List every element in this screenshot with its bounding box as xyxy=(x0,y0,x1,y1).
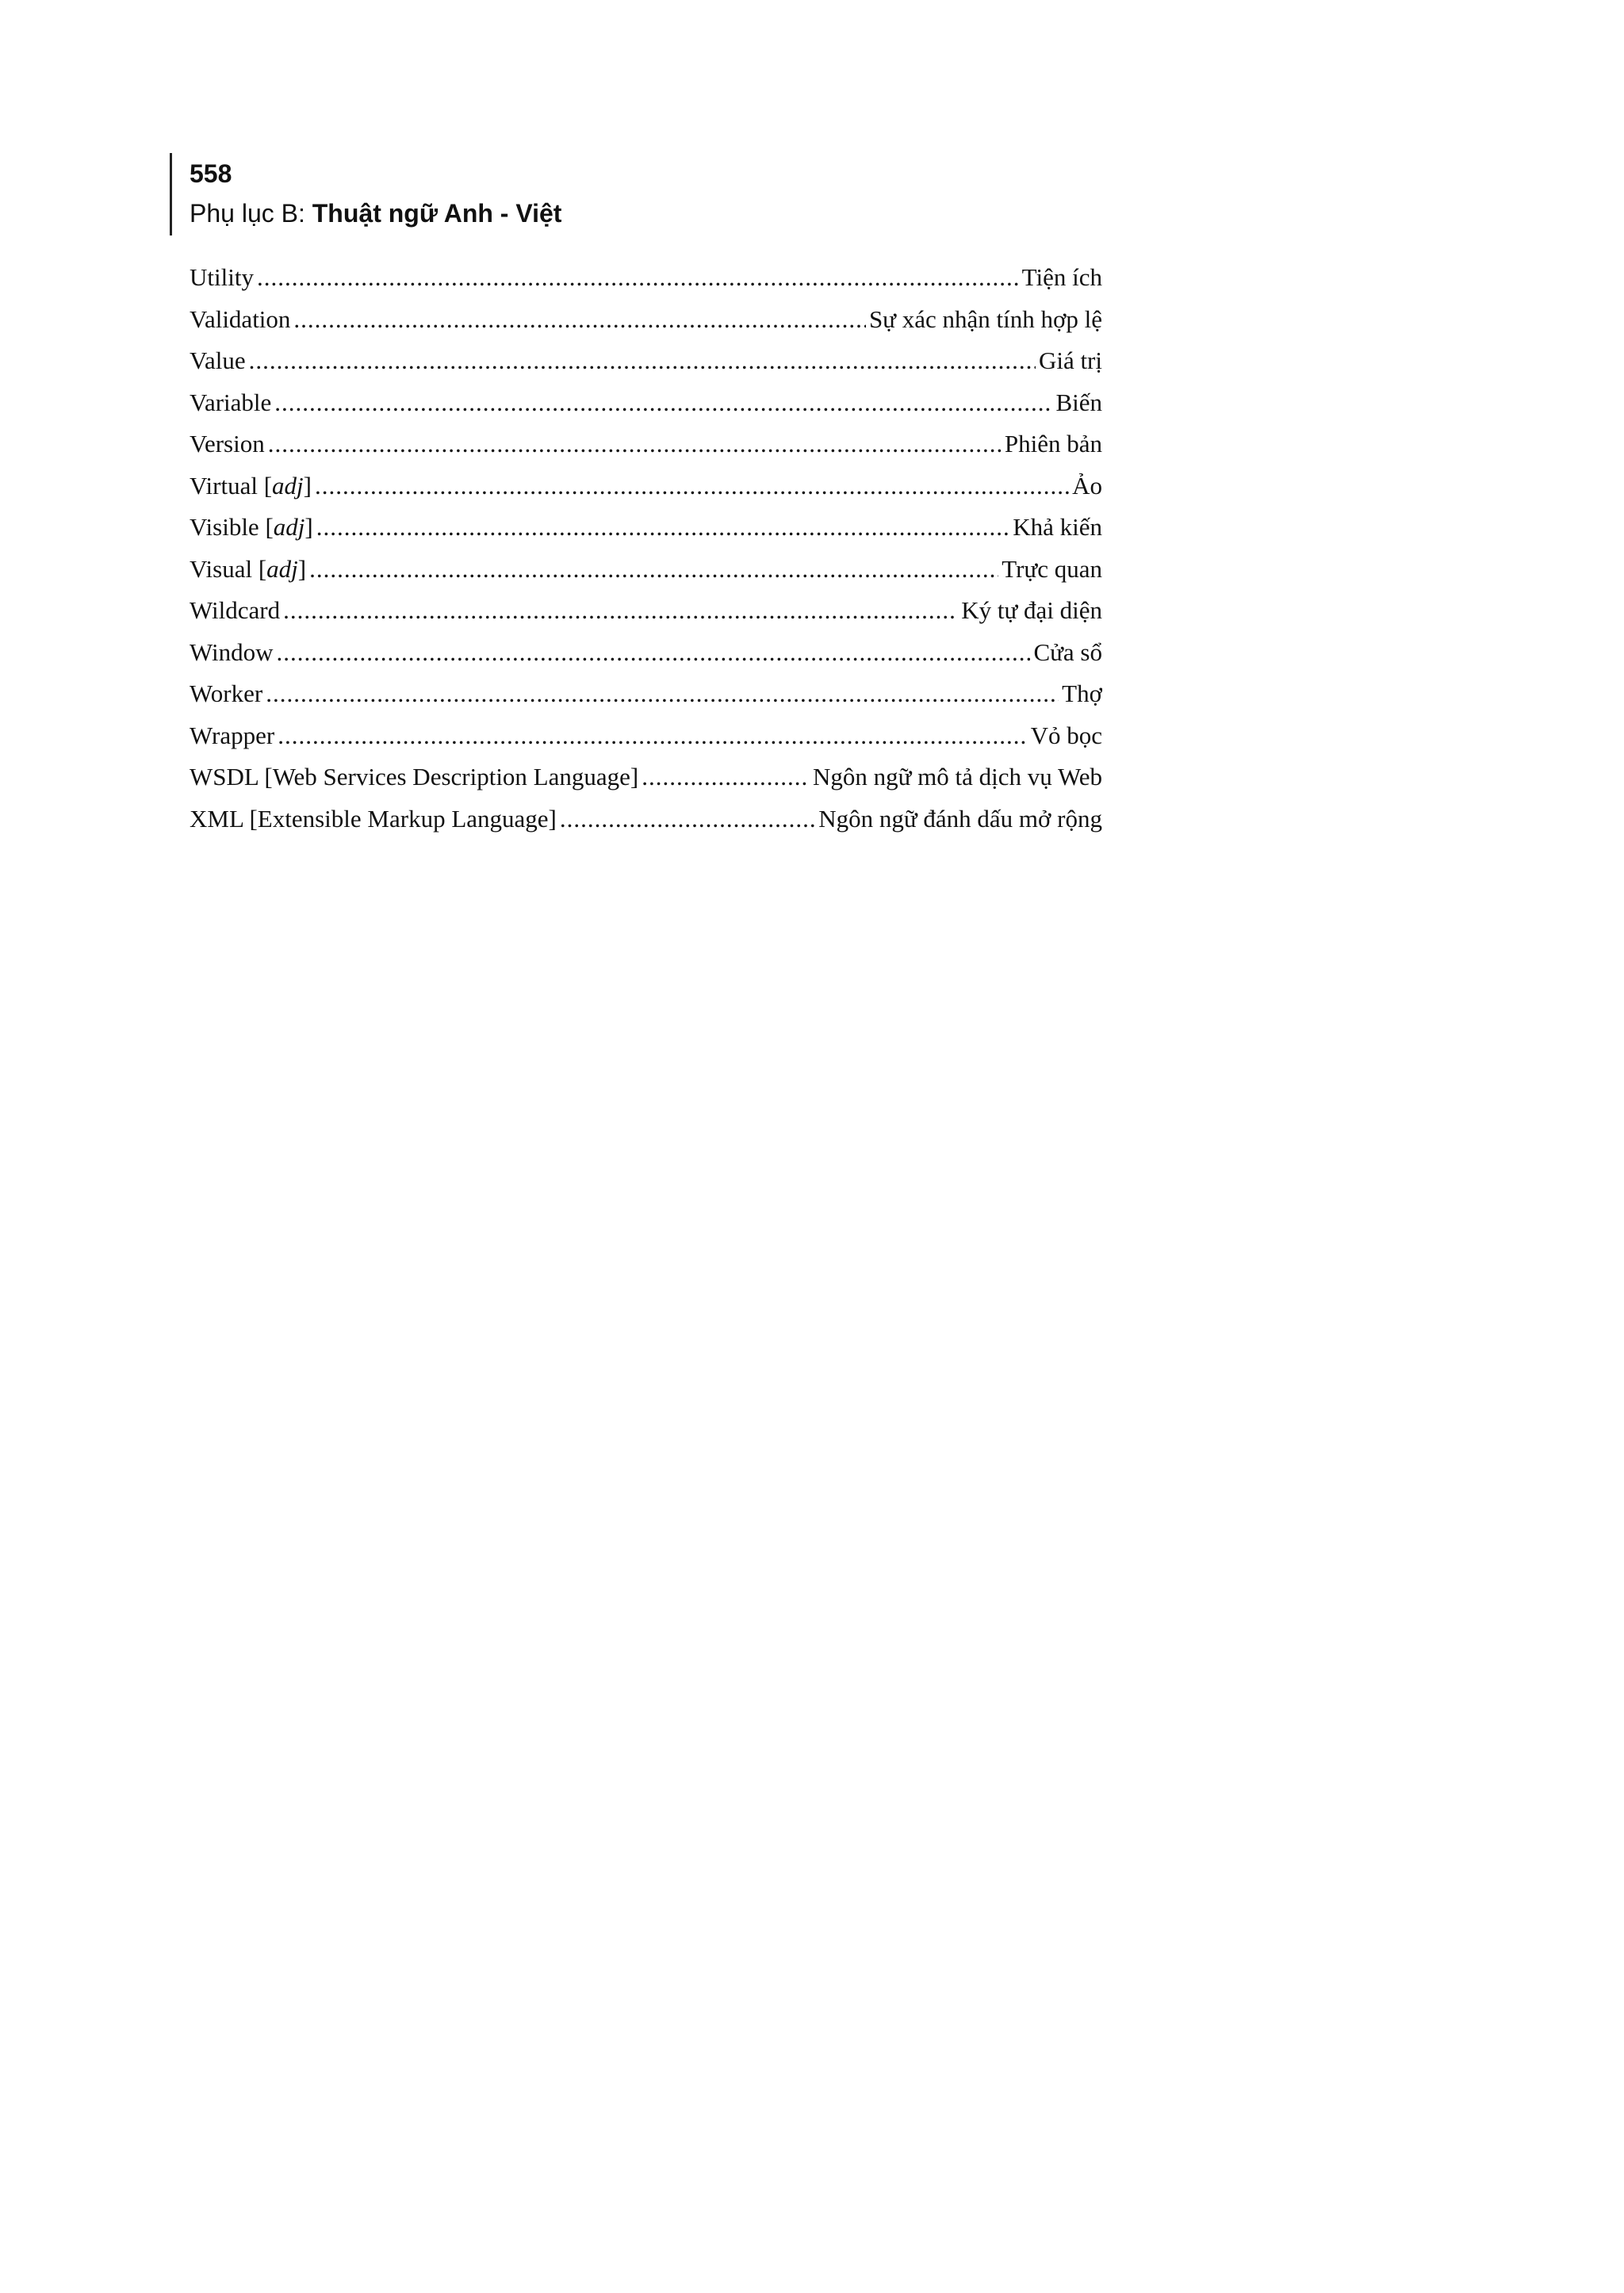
glossary-term-text: Utility xyxy=(190,263,254,291)
dot-leader xyxy=(293,299,866,341)
glossary-meaning: Giá trị xyxy=(1038,346,1102,374)
glossary-entry xyxy=(190,507,1102,549)
glossary-term xyxy=(190,673,262,715)
dot-leader xyxy=(278,715,1027,757)
dot-leader xyxy=(309,549,998,591)
glossary-term-qualifier: adj xyxy=(272,471,304,500)
glossary-term xyxy=(190,423,265,465)
glossary-entry xyxy=(190,465,1102,507)
glossary-term-text: Value xyxy=(190,346,246,374)
glossary-entry xyxy=(190,756,1102,798)
glossary-meaning: Ký tự đại diện xyxy=(961,596,1102,624)
glossary-term xyxy=(190,590,280,632)
glossary-term-qualifier: adj xyxy=(273,513,305,541)
glossary-term: Visible [adj] xyxy=(190,513,313,541)
glossary-term-text: Validation xyxy=(190,304,291,333)
glossary-entry xyxy=(190,423,1102,465)
glossary-meaning: Cửa sổ xyxy=(1033,637,1102,666)
glossary-entry xyxy=(190,632,1102,674)
dot-leader xyxy=(560,798,815,840)
glossary-term-text: Worker xyxy=(190,679,263,707)
glossary-entry xyxy=(190,549,1102,591)
dot-leader xyxy=(283,590,958,632)
dot-leader xyxy=(642,756,810,798)
glossary-meaning: Tiện ích xyxy=(1021,263,1102,291)
glossary-meaning: Trực quan xyxy=(1002,554,1102,583)
dot-leader xyxy=(316,507,1010,549)
glossary-term xyxy=(190,798,557,840)
dot-leader xyxy=(315,465,1069,507)
glossary-entry xyxy=(190,299,1102,341)
chapter-prefix: Phụ lục B: xyxy=(190,199,312,228)
chapter-name: Thuật ngữ Anh - Việt xyxy=(312,199,562,228)
glossary-term-text: Virtual xyxy=(190,471,258,500)
glossary-term-text: Wildcard xyxy=(190,596,281,624)
glossary-entry xyxy=(190,257,1102,299)
dot-leader xyxy=(277,632,1031,674)
glossary-entry xyxy=(190,590,1102,632)
glossary-term-text: Version xyxy=(190,430,265,457)
glossary-meaning: Vỏ bọc xyxy=(1030,721,1102,749)
glossary-term xyxy=(190,756,638,798)
glossary-term xyxy=(190,299,290,341)
glossary-list xyxy=(190,257,1102,840)
glossary-term-text: Window xyxy=(190,637,274,666)
glossary-term xyxy=(190,257,254,299)
glossary-term-text: Wrapper xyxy=(190,721,275,749)
glossary-term-text: Visual xyxy=(190,554,253,583)
glossary-meaning: Phiên bản xyxy=(1004,430,1102,457)
glossary-meaning: Ảo xyxy=(1072,471,1102,500)
glossary-entry xyxy=(190,340,1102,382)
glossary-term-text: Variable xyxy=(190,388,272,416)
glossary-term-qualifier: adj xyxy=(266,554,298,583)
page-number: 558 xyxy=(190,159,232,188)
glossary-meaning: Biến xyxy=(1055,388,1102,416)
dot-leader xyxy=(266,673,1059,715)
chapter-title xyxy=(190,197,561,229)
page-header xyxy=(170,153,561,235)
glossary-entry xyxy=(190,798,1102,840)
glossary-term: Virtual [adj] xyxy=(190,471,312,500)
glossary-meaning: Thợ xyxy=(1062,679,1102,707)
glossary-meaning: Ngôn ngữ đánh dấu mở rộng xyxy=(818,804,1102,833)
dot-leader xyxy=(268,423,1002,465)
dot-leader xyxy=(274,382,1052,424)
glossary-term-text: Visible xyxy=(190,513,259,541)
glossary-term: Visual [adj] xyxy=(190,554,307,583)
dot-leader xyxy=(257,257,1019,299)
glossary-term xyxy=(190,340,246,382)
glossary-entry xyxy=(190,673,1102,715)
dot-leader xyxy=(249,340,1036,382)
glossary-meaning: Ngôn ngữ mô tả dịch vụ Web xyxy=(812,763,1102,790)
glossary-term-text: XML [Extensible Markup Language] xyxy=(190,804,557,833)
glossary-term xyxy=(190,382,271,424)
glossary-term xyxy=(190,632,274,674)
glossary-term-text: WSDL [Web Services Description Language] xyxy=(190,763,639,790)
glossary-entry xyxy=(190,382,1102,424)
glossary-meaning: Sự xác nhận tính hợp lệ xyxy=(868,304,1102,333)
glossary-entry xyxy=(190,715,1102,757)
glossary-term xyxy=(190,715,274,757)
glossary-meaning: Khả kiến xyxy=(1013,513,1102,541)
